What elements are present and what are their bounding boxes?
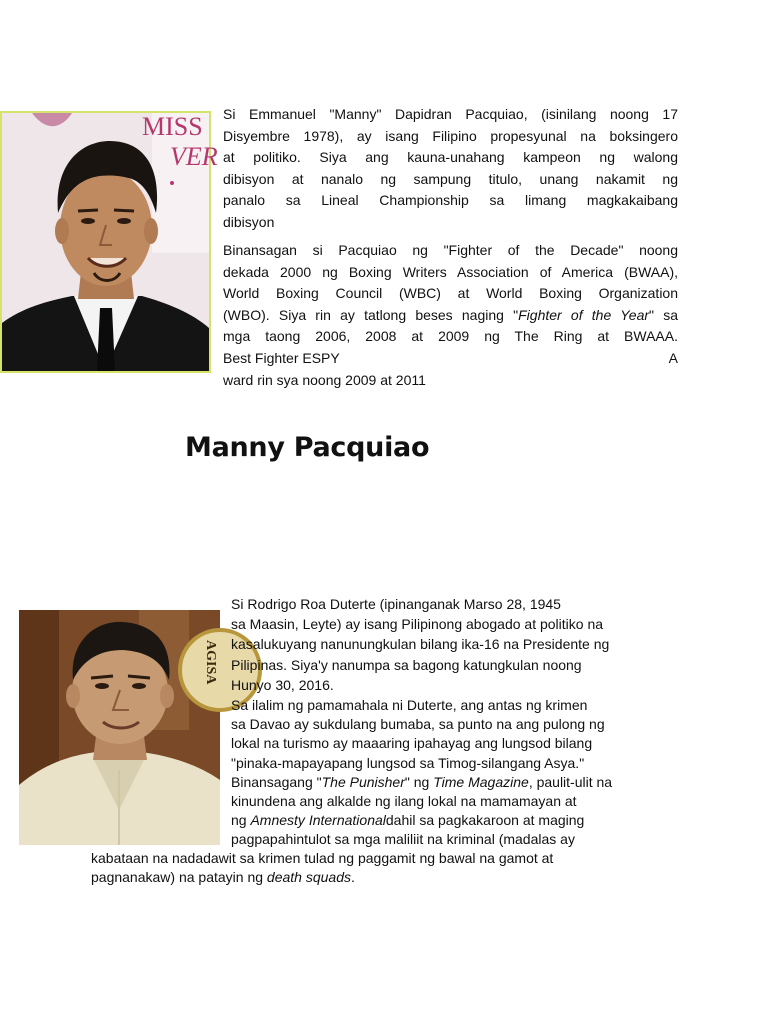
text-fragment: ng — [231, 812, 251, 829]
text-fragment: " ng — [404, 773, 434, 790]
italic-time-magazine: Time Magazine — [433, 773, 529, 790]
seal-text: AGISA — [203, 640, 218, 685]
italic-fighter-of-the-year: Fighter of the Year — [518, 306, 650, 323]
text-line — [223, 348, 678, 370]
duterte-continuation-paragraph — [91, 849, 691, 887]
text-line: Disyembre 1978), ay isang Filipino propesyunal na boksingero — [223, 127, 678, 144]
text-line: ward rin sya noong 2009 at 2011 — [223, 371, 426, 388]
page-title: Manny Pacquiao — [185, 432, 430, 463]
text-line: World Boxing Council (WBC) at World Boxing Organization — [223, 285, 678, 302]
text-fragment: pagnanakaw) na patayin ng — [91, 869, 267, 886]
italic-amnesty-international: Amnesty International — [250, 812, 386, 829]
text-line: Si Rodrigo Roa Duterte (ipinanganak Marso 28, 1945 — [231, 596, 561, 612]
duterte-photo — [19, 610, 220, 845]
text-line: at politiko. Siya ang kauna-unahang kampeon ng walong — [223, 149, 678, 166]
text-fragment: Best Fighter ESPY — [223, 349, 340, 366]
text-fragment: (WBO). Siya rin ay tatlong beses naging " — [223, 306, 519, 323]
pacquiao-photo — [0, 111, 218, 373]
text-line: kinundena ang alkalde ng ilang lokal na mamamayan at — [231, 793, 577, 810]
text-line: Binansagan si Pacquiao ng "Fighter of the Decade" noong — [223, 242, 678, 258]
text-line: panalo sa Lineal Championship sa limang magkakaibang — [223, 192, 678, 209]
text-line: dibisyon at nanalo ng sampung titulo, unang nakamit ng — [223, 170, 678, 187]
text-line: dekada 2000 ng Boxing Writers Association of America (BWAA), — [223, 263, 678, 280]
duterte-intro-paragraph — [231, 594, 681, 695]
duterte-davao-paragraph — [231, 696, 681, 850]
text-line: "pinaka-mapayapang lungsod sa Timog-silangang Asya." — [231, 754, 585, 771]
backdrop-logo-text-2: VER — [170, 142, 218, 171]
text-line: pagpapahintulot sa mga maliliit na kriminal (madalas ay — [231, 831, 575, 848]
backdrop-logo-text: MISS — [142, 112, 203, 141]
italic-death-squads: death squads — [266, 869, 351, 886]
text-line: Pilipinas. Siya'y nanumpa sa bagong katungkulan noong — [231, 656, 582, 673]
text-line: dibisyon — [223, 213, 275, 230]
text-line — [231, 773, 681, 792]
text-line: mga taong 2006, 2008 at 2009 ng The Ring at BWAAA. — [223, 328, 678, 345]
text-line: Si Emmanuel "Manny" Dapidran Pacquiao, (isinilang noong 17 — [223, 106, 678, 122]
text-fragment: Binansagang " — [231, 773, 322, 790]
duterte-portrait-graphic — [19, 610, 220, 845]
text-line — [231, 811, 681, 830]
text-line: Sa ilalim ng pamamahala ni Duterte, ang antas ng krimen — [231, 697, 588, 713]
text-line: Hunyo 30, 2016. — [231, 676, 334, 693]
text-fragment: . — [351, 869, 355, 886]
pacquiao-awards-paragraph — [223, 240, 678, 391]
text-line — [91, 868, 691, 887]
pacquiao-portrait-graphic — [2, 112, 218, 371]
text-fragment: A — [668, 349, 678, 366]
text-fragment: dahil sa pagkakaroon at maging — [385, 812, 585, 829]
text-fragment: , paulit-ulit na — [528, 773, 613, 790]
text-line: sa Maasin, Leyte) ay isang Pilipinong abogado at politiko na — [231, 616, 604, 633]
text-line: lokal na turismo ay maaaring ipahayag ang lungsod bilang — [231, 735, 593, 752]
text-fragment: " sa — [649, 306, 678, 323]
text-line: kabataan na nadadawit sa krimen tulad ng paggamit ng bawal na gamot at — [91, 850, 554, 866]
text-line: sa Davao ay sukdulang bumaba, sa punto na ang pulong ng — [231, 716, 605, 733]
italic-the-punisher: The Punisher — [321, 773, 405, 790]
pacquiao-intro-paragraph — [223, 104, 678, 234]
text-line — [223, 305, 678, 327]
text-line: kasalukuyang nanunungkulan bilang ika-16 na Presidente ng — [231, 636, 610, 653]
